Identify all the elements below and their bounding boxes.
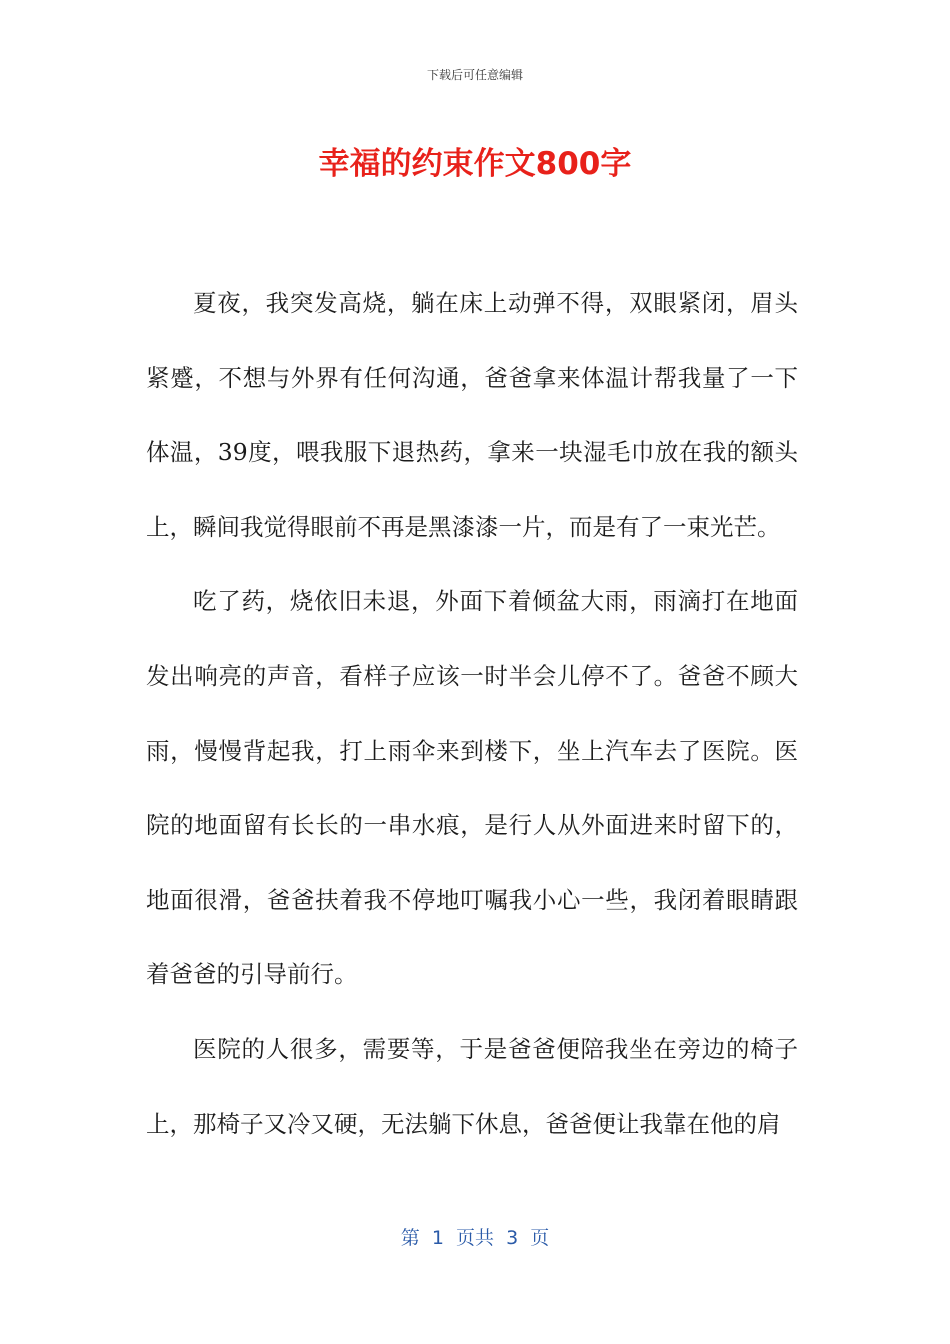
document-title: 幸福的约束作文800字 [318,146,632,182]
paragraph-3: 医院的人很多，需要等，于是爸爸便陪我坐在旁边的椅子上，那椅子又冷又硬，无法躺下休息，爸爸便让我靠在他的肩 [146,1034,798,1138]
paragraph-2: 吃了药，烧依旧未退，外面下着倾盆大雨，雨滴打在地面发出响亮的声音，看样子应该一时半会儿停不了。爸爸不顾大雨，慢慢背起我，打上雨伞来到楼下，坐上汽车去了医院。医院的地面留有长长的一串水痕，是行人从外面进来时留下的，地面很滑，爸爸扶着我不停地叮嘱我小心一些，我闭着眼睛跟着爸爸的引导前行。 [146,587,798,989]
header-note: 下载后可任意编辑 [426,68,523,82]
document-body [146,266,798,1161]
paragraph-1: 夏夜，我突发高烧，躺在床上动弹不得，双眼紧闭，眉头紧蹙，不想与外界有任何沟通，爸爸拿来体温计帮我量了一下体温，39度，喂我服下退热药，拿来一块湿毛巾放在我的额头上，瞬间我觉得眼前不再是黑漆漆一片，而是有了一束光芒。 [146,289,798,541]
page-number-footer: 第 1 页共 3 页 [400,1227,550,1249]
